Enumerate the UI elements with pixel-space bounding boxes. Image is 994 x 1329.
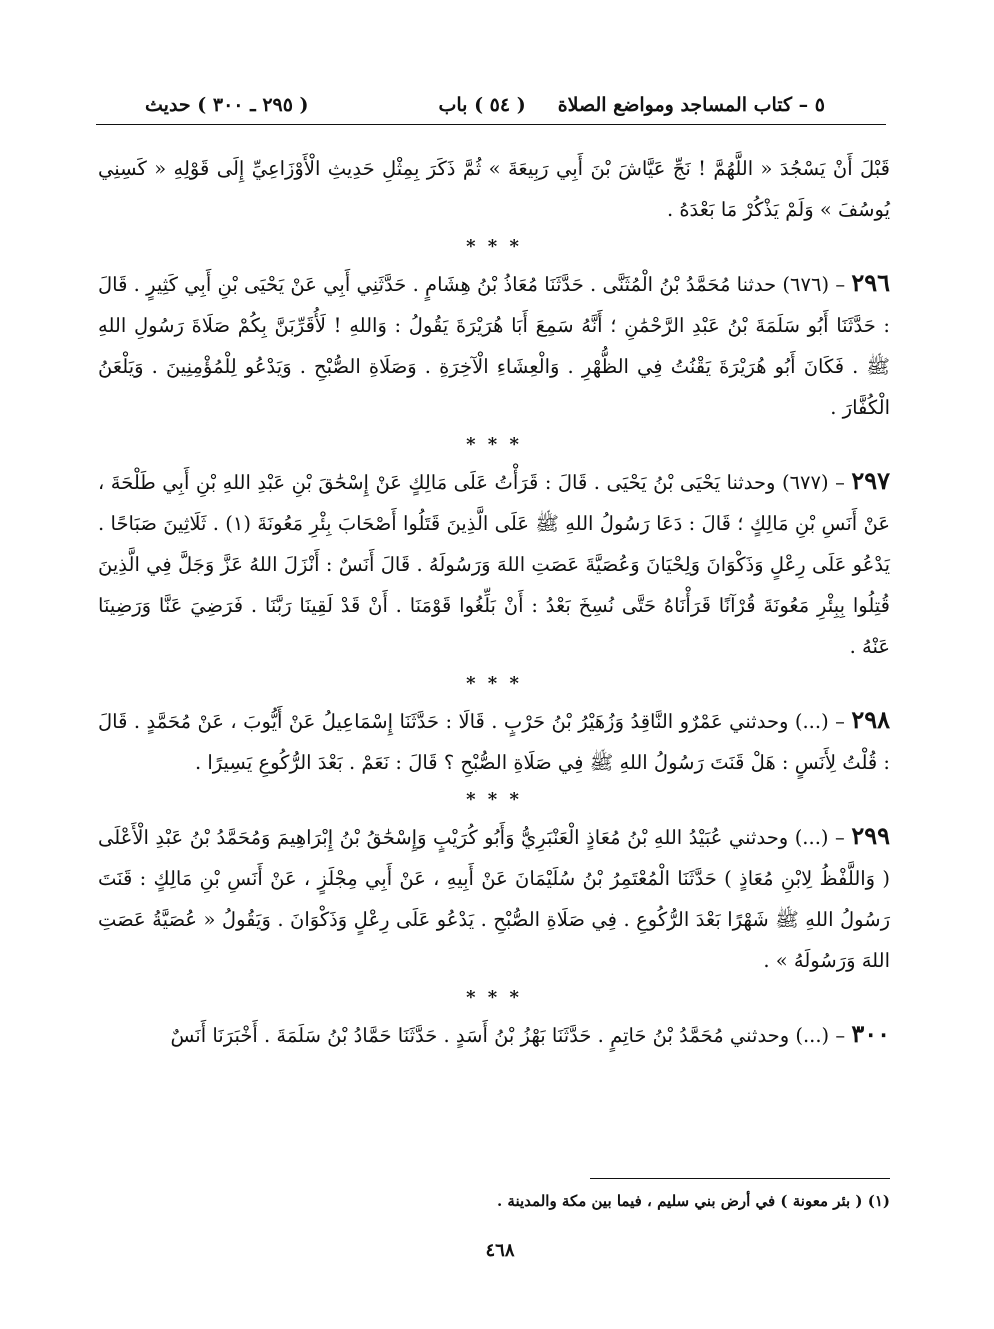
hadith-text: – (٦٧٧) وحدثنا يَحْيَى بْنُ يَحْيَى . قَالَ : قَرَأْتُ عَلَى مَالِكٍ عَنْ إِسْحَٰقَ بْنِ عَبْدِ اللهِ بْنِ أَبِي طَلْحَةَ ، عَنْ أَنَسِ بْنِ مَالِكٍ ؛ قَالَ : دَعَا رَسُولُ اللهِ ﷺ عَلَى الَّذِينَ قَتَلُوا أَصْحَابَ بِئْرِ مَعُونَةَ (١) . ثَلَاثِينَ صَبَاحًا . يَدْعُو عَلَى رِعْلٍ وَذَكْوَانَ وَلِحْيَانَ وَعُصَيَّةَ عَصَتِ اللهَ وَرَسُولَهُ . قَالَ أَنَسٌ : أَنْزَلَ اللهُ عَزَّ وَجَلَّ فِي الَّذِينَ قُتِلُوا بِبِئْرِ مَعُونَةَ قُرْآنًا قَرَأْنَاهُ حَتَّى نُسِخَ بَعْدُ : أَنْ بَلِّغُوا قَوْمَنَا . أَنْ قَدْ لَقِينَا رَبَّنَا . فَرَضِيَ عَنَّا وَرَضِينَا عَنْهُ . [98, 471, 890, 658]
separator: * * * [466, 236, 522, 257]
hadith-300 [98, 1013, 890, 1056]
hadith-text: – (٦٧٦) حدثنا مُحَمَّدُ بْنُ الْمُثَنَّى . حَدَّثَنَا مُعَاذُ بْنُ هِشَامٍ . حَدَّثَنِي أَبِي عَنْ يَحْيَى بْنِ أَبِي كَثِيرٍ . قَالَ : حَدَّثَنَا أَبُو سَلَمَةَ بْنُ عَبْدِ الرَّحْمَٰنِ ؛ أَنَّهُ سَمِعَ أَبَا هُرَيْرَةَ يَقُولُ : وَاللهِ ! لَأُقَرِّبَنَّ بِكُمْ صَلَاةَ رَسُولِ اللهِ ﷺ . فَكَانَ أَبُو هُرَيْرَةَ يَقْنُتُ فِي الظُّهْرِ . وَالْعِشَاءِ الْآخِرَةِ . وَصَلَاةِ الصُّبْحِ . وَيَدْعُو لِلْمُؤْمِنِينَ . وَيَلْعَنُ الْكُفَّارَ . [98, 273, 890, 419]
separator: * * * [466, 434, 522, 455]
footnote: (١) ( بئر معونة ) في أرض بني سليم ، فيما بين مكة والمدينة . [496, 1192, 890, 1210]
hadith-number: ٣٠٠ [851, 1019, 890, 1048]
intro-paragraph: قَبْلَ أَنْ يَسْجُدَ « اللَّهُمَّ ! نَجِّ عَيَّاشَ بْنَ أَبِي رَبِيعَةَ » ثُمَّ ذَكَرَ بِمِثْلِ حَدِيثِ الْأَوْزَاعِيِّ إِلَى قَوْلِهِ « كَسِنِي يُوسُفَ » وَلَمْ يَذْكُرْ مَا بَعْدَهُ . [98, 157, 890, 221]
hadith-298 [98, 699, 890, 783]
hadith-297 [98, 460, 890, 667]
page-number: ٤٦٨ [485, 1240, 515, 1261]
running-header [145, 88, 825, 122]
hadith-299 [98, 815, 890, 981]
header-hadith-range: ( ٢٩٥ ـ ٣٠٠ ) حديث [145, 94, 309, 116]
main-text [98, 148, 890, 1056]
header-bab: ( ٥٤ ) باب [438, 94, 526, 116]
separator: * * * [466, 789, 522, 810]
hadith-number: ٢٩٩ [851, 821, 890, 850]
separator: * * * [466, 987, 522, 1008]
hadith-text: – (...) وحدثني مُحَمَّدُ بْنُ حَاتِمٍ . حَدَّثَنَا بَهْزُ بْنُ أَسَدٍ . حَدَّثَنَا حَمَّادُ بْنُ سَلَمَةَ . أَخْبَرَنَا أَنَسٌ [170, 1024, 846, 1047]
footnote-rule [590, 1178, 890, 1179]
header-book-title: ٥ – كتاب المساجد ومواضع الصلاة [557, 94, 825, 116]
hadith-296 [98, 262, 890, 428]
hadith-text: – (...) وحدثني عَمْرٌو النَّاقِدُ وَزُهَيْرُ بْنُ حَرْبٍ . قَالَا : حَدَّثَنَا إِسْمَاعِيلُ عَنْ أَيُّوبَ ، عَنْ مُحَمَّدٍ . قَالَ : قُلْتُ لِأَنَسٍ : هَلْ قَنَتَ رَسُولُ اللهِ ﷺ فِي صَلَاةِ الصُّبْحِ ؟ قَالَ : نَعَمْ . بَعْدَ الرُّكُوعِ يَسِيرًا . [98, 710, 890, 774]
separator: * * * [466, 673, 522, 694]
header-right [438, 94, 825, 116]
header-rule [96, 124, 886, 125]
hadith-number: ٢٩٦ [851, 268, 890, 297]
hadith-text: – (...) وحدثني عُبَيْدُ اللهِ بْنُ مُعَاذٍ الْعَنْبَرِيُّ وَأَبُو كُرَيْبٍ وَإِسْحَٰقُ بْنُ إِبْرَاهِيمَ وَمُحَمَّدُ بْنُ عَبْدِ الْأَعْلَى ( وَاللَّفْظُ لِابْنِ مُعَاذٍ ) حَدَّثَنَا الْمُعْتَمِرُ بْنُ سُلَيْمَانَ عَنْ أَبِيهِ ، عَنْ أَبِي مِجْلَزٍ ، عَنْ أَنَسِ بْنِ مَالِكٍ : قَنَتَ رَسُولُ اللهِ ﷺ شَهْرًا بَعْدَ الرُّكُوعِ . فِي صَلَاةِ الصُّبْحِ . يَدْعُو عَلَى رِعْلٍ وَذَكْوَانَ . وَيَقُولُ « عُصَيَّةُ عَصَتِ اللهَ وَرَسُولَهُ » . [98, 826, 890, 972]
hadith-number: ٢٩٨ [851, 705, 890, 734]
hadith-number: ٢٩٧ [851, 466, 890, 495]
